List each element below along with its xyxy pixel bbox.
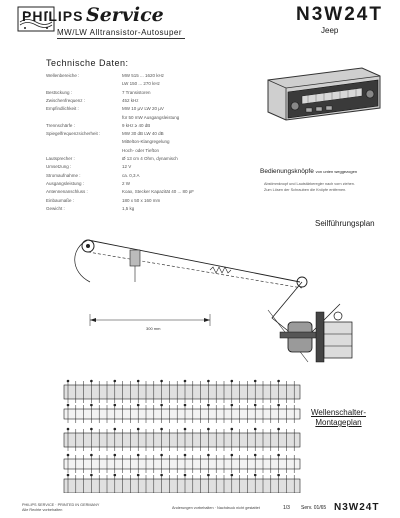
tech-data-label: Trennschärfe : (46, 122, 75, 128)
wave-switch-title-line2: Montageplan (315, 418, 362, 427)
tech-data-value: 9 kHz ≥ 40 dB (122, 122, 151, 128)
cord-routing-diagram (40, 222, 390, 392)
dimension-label: 300 mm (146, 326, 161, 331)
switch-solder-point (184, 404, 186, 406)
switch-solder-point (254, 454, 256, 456)
model-variant: Jeep (321, 26, 339, 35)
tech-data-value: MW 30 dB LW 40 dB (122, 131, 164, 137)
switch-solder-point (231, 474, 233, 476)
switch-solder-point (184, 454, 186, 456)
switch-solder-point (254, 428, 256, 430)
tech-data-value: 2 W (122, 180, 131, 186)
tech-data-label: Lautsprecher : (46, 156, 75, 161)
tech-data-value: Hoch- oder Tiefton (122, 147, 160, 153)
switch-solder-point (231, 404, 233, 406)
switch-solder-point (278, 454, 280, 456)
footer-notice: Änderungen vorbehalten · Nachdruck nicht gestattet (172, 506, 260, 510)
switch-solder-point (207, 454, 209, 456)
switch-solder-point (278, 428, 280, 430)
tech-data-label: Stromaufnahme : (46, 172, 81, 178)
knob-caption (260, 168, 357, 175)
footer-publisher-line1: PHILIPS SERVICE · PRINTED IN GERMANY (22, 503, 100, 507)
tech-data-label: Empfindlichkeit : (46, 106, 79, 112)
brand-name: PHILIPS (22, 8, 84, 24)
switch-solder-point (114, 454, 116, 456)
footer-service-code: Serv. 01/65 (301, 505, 327, 511)
tech-data-value: 12 V (122, 164, 132, 170)
tech-data-label: Antennenanschluss : (46, 189, 88, 195)
switch-solder-point (254, 404, 256, 406)
model-number: N3W24T (296, 4, 383, 25)
knob-caption-small: von unten weggezogen (315, 169, 358, 174)
switch-solder-point (184, 428, 186, 430)
switch-solder-point (67, 474, 69, 476)
switch-solder-point (114, 474, 116, 476)
switch-solder-point (90, 380, 92, 382)
switch-solder-point (137, 380, 139, 382)
subtitle-underline (57, 38, 185, 39)
tech-data-value: Koax, Stecker Kapazität 40 ... 80 pF (122, 189, 195, 195)
footer-publisher (22, 503, 99, 513)
switch-solder-point (67, 380, 69, 382)
tech-data-value: 7 Transistoren (122, 89, 151, 95)
switch-solder-point (161, 454, 163, 456)
switch-solder-point (184, 380, 186, 382)
service-label: Service (86, 4, 164, 26)
switch-solder-point (207, 428, 209, 430)
tech-data-label: Wellenbereiche : (46, 73, 80, 78)
switch-solder-point (254, 380, 256, 382)
switch-solder-point (161, 474, 163, 476)
switch-solder-point (137, 404, 139, 406)
cord-routing-title: Seilführungsplan (315, 219, 375, 228)
switch-solder-point (161, 428, 163, 430)
switch-solder-point (137, 474, 139, 476)
switch-solder-point (231, 428, 233, 430)
switch-solder-point (207, 474, 209, 476)
switch-solder-point (114, 380, 116, 382)
wave-switch-title-line1: Wellenschalter- (311, 408, 366, 417)
switch-solder-point (137, 454, 139, 456)
switch-solder-point (161, 404, 163, 406)
tech-data-value: MW 515 ... 1620 kHz (122, 73, 165, 78)
switch-solder-point (231, 454, 233, 456)
switch-solder-point (90, 474, 92, 476)
tech-data-label: Gewicht : (46, 205, 65, 211)
tech-data-value: MW 10 µV LW 20 µV (122, 106, 164, 112)
switch-solder-point (278, 404, 280, 406)
switch-solder-point (114, 428, 116, 430)
tech-data-value: ca. 0,3 A (122, 172, 140, 178)
switch-solder-point (161, 380, 163, 382)
switch-solder-point (207, 380, 209, 382)
footer-page-number: 1/3 (283, 505, 290, 511)
switch-solder-point (114, 404, 116, 406)
knob-note-2: Zum Lösen der Schrauben die Knöpfe entfernen. (264, 188, 347, 192)
footer-model-number: N3W24T (334, 502, 380, 513)
tech-data-label: Spiegelfrequenzsicherheit : (46, 131, 101, 137)
switch-solder-point (67, 404, 69, 406)
tech-data-value: 452 kHz (122, 97, 139, 103)
switch-solder-point (90, 404, 92, 406)
tech-data-label: Umsetzung : (46, 164, 72, 170)
switch-solder-point (137, 428, 139, 430)
switch-solder-point (90, 454, 92, 456)
tech-data-value: Ø 13 cm 4 Ohm, dynamisch (122, 156, 178, 161)
switch-solder-point (278, 380, 280, 382)
radio-unit-illustration (262, 62, 384, 124)
switch-solder-point (90, 428, 92, 430)
tech-data-value: für 50 mW Ausgangsleistung (122, 114, 180, 120)
tech-data-value: 180 x 50 x 160 mm (122, 197, 161, 203)
tech-data-label: Einbaumaße : (46, 197, 75, 203)
tech-data-label: Ausgangsleistung : (46, 180, 85, 186)
wave-switch-title (311, 408, 366, 428)
switch-solder-point (231, 380, 233, 382)
knob-note-1: Abstimmknopf und Lautstärkeregler nach vorn ziehen. (264, 182, 355, 186)
switch-solder-point (254, 474, 256, 476)
tech-data-title: Technische Daten: (46, 58, 129, 68)
tech-data-value: 1,5 kg (122, 205, 135, 211)
switch-solder-point (67, 428, 69, 430)
tech-data-value: LW 150 ... 270 kHz (122, 81, 160, 87)
knob-caption-main: Bedienungsknöpfe (260, 168, 314, 175)
switch-solder-point (67, 454, 69, 456)
switch-solder-point (278, 474, 280, 476)
switch-solder-point (184, 474, 186, 476)
tech-data-value: Mittelton-Klangregelung (122, 139, 170, 145)
footer-publisher-line2: Alle Rechte vorbehalten (22, 508, 63, 512)
wave-switch-diagram (60, 379, 306, 493)
switch-solder-point (207, 404, 209, 406)
document-subtitle: MW/LW Alltransistor-Autosuper (57, 28, 183, 37)
tech-data-label: Bestückung : (46, 89, 73, 95)
tech-data-label: Zwischenfrequenz : (46, 97, 86, 103)
